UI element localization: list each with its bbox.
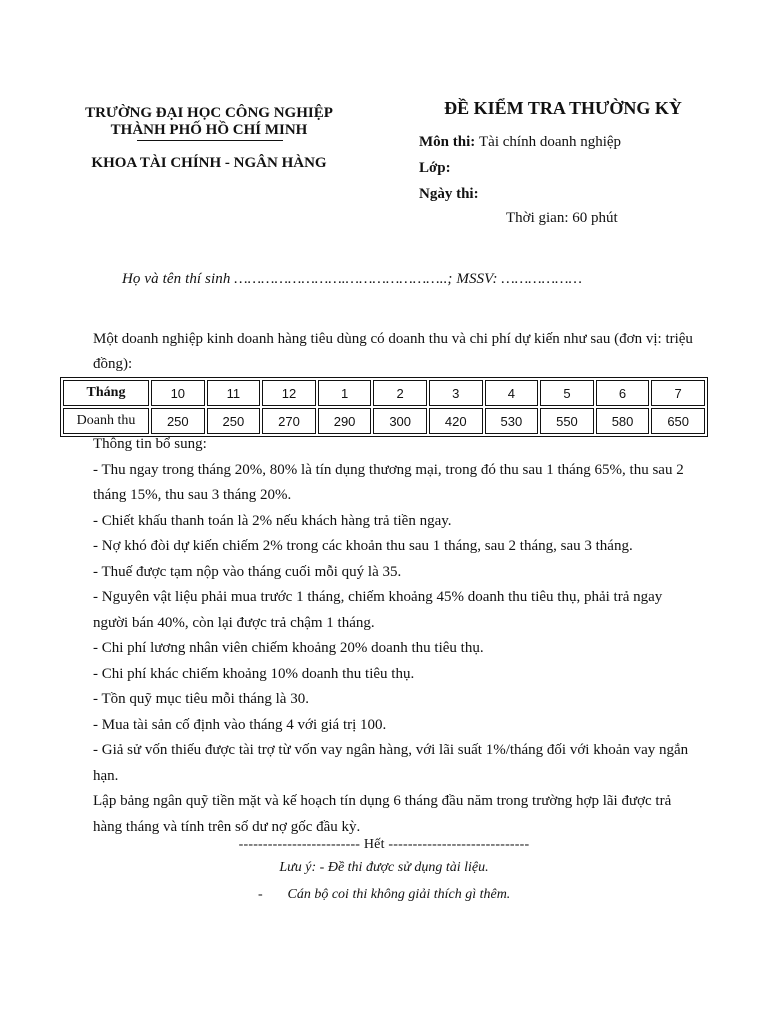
info-item: - Thu ngay trong tháng 20%, 80% là tín dụng thương mại, trong đó thu sau 1 tháng 65%, thu sau 2 tháng 15%, thu sau 3 tháng 20%. — [93, 461, 684, 503]
revenue-cell: 580 — [596, 408, 650, 434]
info-item: - Mua tài sản cố định vào tháng 4 với giá trị 100. — [93, 716, 387, 733]
additional-info — [93, 432, 693, 840]
revenue-cell: 250 — [151, 408, 205, 434]
revenue-cell: 530 — [485, 408, 539, 434]
month-cell: 2 — [373, 380, 427, 406]
end-of-exam-line: ------------------------- Hết ----------------------------- — [238, 837, 530, 852]
table-header-row — [63, 380, 705, 406]
revenue-cell: 650 — [651, 408, 705, 434]
revenue-cell: 300 — [373, 408, 427, 434]
revenue-cell: 290 — [318, 408, 372, 434]
task-instruction: Lập bảng ngân quỹ tiền mặt và kế hoạch tín dụng 6 tháng đầu năm trong trường hợp lãi được trả hàng tháng và tính trên số dư nợ gốc đầu kỳ. — [93, 793, 672, 835]
university-underline — [137, 140, 283, 141]
subject-value: Tài chính doanh nghiệp — [479, 134, 622, 150]
revenue-cell: 550 — [540, 408, 594, 434]
month-cell: 3 — [429, 380, 483, 406]
class-label: Lớp: — [419, 160, 451, 176]
month-header-label: Tháng — [63, 380, 149, 406]
date-label: Ngày thi: — [419, 186, 479, 202]
info-item: - Nguyên vật liệu phải mua trước 1 tháng, chiếm khoảng 45% doanh thu tiêu thụ, phải trả ngay người bán 40%, còn lại được trả chậm 1 tháng. — [93, 589, 663, 631]
month-cell: 10 — [151, 380, 205, 406]
intro-paragraph: Một doanh nghiệp kinh doanh hàng tiêu dùng có doanh thu và chi phí dự kiến như sau (đơn vị: triệu đồng): — [93, 331, 693, 372]
table-row — [63, 408, 705, 434]
info-heading: Thông tin bổ sung: — [93, 436, 207, 452]
exam-duration: Thời gian: 60 phút — [506, 210, 618, 226]
note-dash: - — [258, 887, 263, 902]
note-no-explanation — [258, 887, 510, 903]
info-item: - Chi phí khác chiếm khoảng 10% doanh thu tiêu thụ. — [93, 665, 415, 682]
note-text: Cán bộ coi thi không giải thích gì thêm. — [287, 887, 511, 902]
month-cell: 4 — [485, 380, 539, 406]
info-item: - Chi phí lương nhân viên chiếm khoảng 20% doanh thu tiêu thụ. — [93, 640, 484, 656]
university-name-line1: TRƯỜNG ĐẠI HỌC CÔNG NGHIỆP — [85, 105, 333, 121]
info-item: - Thuế được tạm nộp vào tháng cuối mỗi quý là 35. — [93, 563, 402, 580]
info-item: - Tồn quỹ mục tiêu mỗi tháng là 30. — [93, 691, 309, 707]
revenue-table — [60, 377, 708, 437]
faculty-name: KHOA TÀI CHÍNH - NGÂN HÀNG — [91, 155, 327, 171]
info-item: - Nợ khó đòi dự kiến chiếm 2% trong các khoản thu sau 1 tháng, sau 2 tháng, sau 3 tháng. — [93, 538, 633, 554]
month-cell: 12 — [262, 380, 316, 406]
university-name-line2: THÀNH PHỐ HỒ CHÍ MINH — [110, 122, 308, 138]
student-info-line: Họ và tên thí sinh …………………….…………………..; MSSV: ……………… — [122, 271, 583, 287]
subject-label: Môn thi: — [419, 134, 476, 150]
note-materials-allowed: Lưu ý: - Đề thi được sử dụng tài liệu. — [279, 860, 489, 875]
month-cell: 7 — [651, 380, 705, 406]
subject-line — [419, 134, 621, 151]
month-cell: 11 — [207, 380, 261, 406]
revenue-cell: 270 — [262, 408, 316, 434]
info-item: - Chiết khấu thanh toán là 2% nếu khách hàng trả tiền ngay. — [93, 512, 452, 529]
month-cell: 6 — [596, 380, 650, 406]
revenue-cell: 250 — [207, 408, 261, 434]
month-cell: 5 — [540, 380, 594, 406]
revenue-cell: 420 — [429, 408, 483, 434]
exam-title: ĐỀ KIỂM TRA THƯỜNG KỲ — [444, 98, 682, 118]
info-item: - Giả sử vốn thiếu được tài trợ từ vốn vay ngân hàng, với lãi suất 1%/tháng đối với khoản vay ngắn hạn. — [93, 742, 689, 784]
revenue-row-label: Doanh thu — [63, 408, 149, 434]
month-cell: 1 — [318, 380, 372, 406]
